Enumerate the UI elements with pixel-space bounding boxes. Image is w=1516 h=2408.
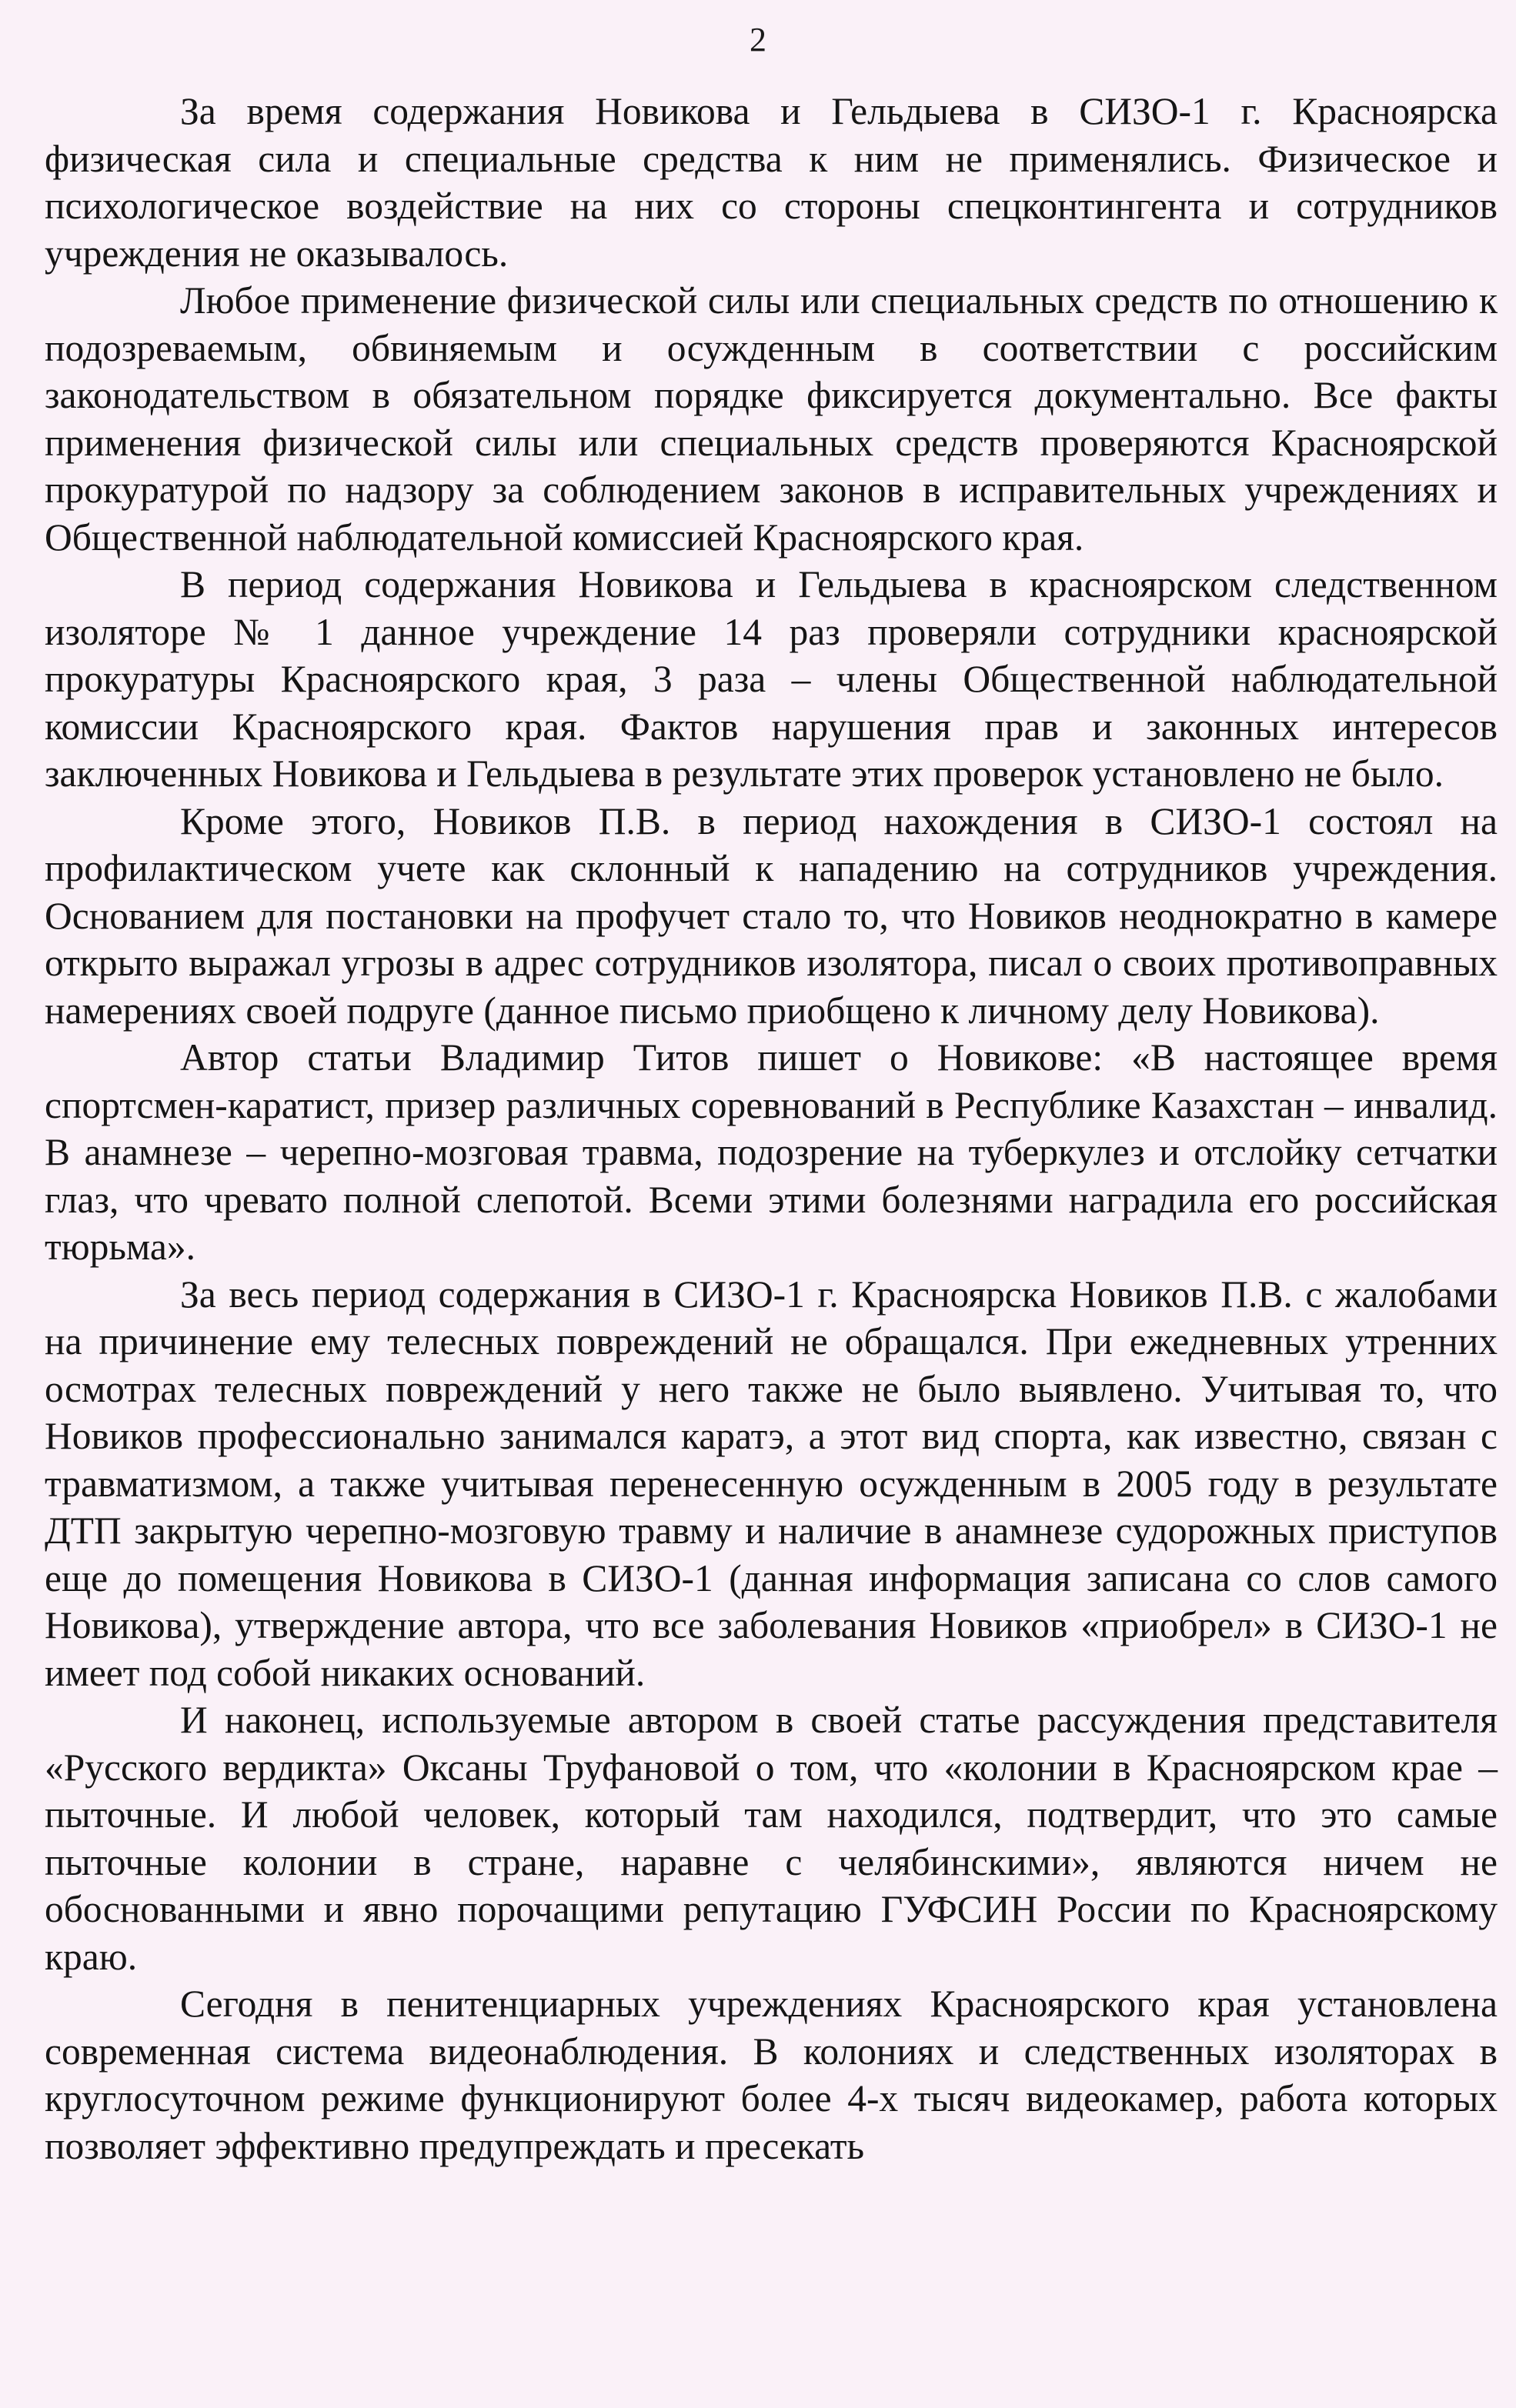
page-number: 2: [750, 21, 766, 58]
paragraph: Кроме этого, Новиков П.В. в период нахождения в СИЗО-1 состоял на профилактическом учете как склонный к нападению на сотрудников учреждения. Основанием для постановки на профучет стало то, что Новиков неоднократно в камере открыто выражал угрозы в адрес сотрудников изолятора, писал о своих противоправных намерениях своей подруге (данное письмо приобщено к личному делу Новикова).: [45, 799, 1498, 1032]
paragraph: И наконец, используемые автором в своей статье рассуждения представителя «Русского вердикта» Оксаны Труфановой о том, что «колонии в Красноярском крае – пыточные. И любой человек, который там находился, подтвердит, что это самые пыточные колонии в стране, наравне с челябинскими», являются ничем не обоснованными и явно порочащими репутацию ГУФСИН России по Красноярскому краю.: [45, 1699, 1498, 1978]
paragraph: За время содержания Новикова и Гельдыева в СИЗО-1 г. Красноярска физическая сила и специальные средства к ним не применялись. Физическое и психологическое воздействие на них со стороны спецконтингента и сотрудников учреждения не оказывалось.: [45, 90, 1498, 275]
paragraph: В период содержания Новикова и Гельдыева в красноярском следственном изоляторе № 1 данное учреждение 14 раз проверяли сотрудники красноярской прокуратуры Красноярского края, 3 раза – члены Общественной наблюдательной комиссии Красноярского края. Фактов нарушения прав и законных интересов заключенных Новикова и Гельдыева в результате этих проверок установлено не было.: [45, 563, 1498, 795]
paragraph: Любое применение физической силы или специальных средств по отношению к подозреваемым, обвиняемым и осужденным в соответствии с российским законодательством в обязательном порядке фиксируется документально. Все факты применения физической силы или специальных средств проверяются Красноярской прокуратурой по надзору за соблюдением законов в исправительных учреждениях и Общественной наблюдательной комиссией Красноярского края.: [45, 279, 1498, 559]
paragraph: За весь период содержания в СИЗО-1 г. Красноярска Новиков П.В. с жалобами на причинение ему телесных повреждений не обращался. При ежедневных утренних осмотрах телесных повреждений у него также не было выявлено. Учитывая то, что Новиков профессионально занимался каратэ, а этот вид спорта, как известно, связан с травматизмом, а также учитывая перенесенную осужденным в 2005 году в результате ДТП закрытую черепно-мозговую травму и наличие в анамнезе судорожных приступов еще до помещения Новикова в СИЗО-1 (данная информация записана со слов самого Новикова), утверждение автора, что все заболевания Новиков «приобрел» в СИЗО-1 не имеет под собой никаких оснований.: [45, 1272, 1498, 1694]
document-body: [45, 88, 1498, 2170]
paragraph: Сегодня в пенитенциарных учреждениях Красноярского края установлена современная система видеонаблюдения. В колониях и следственных изоляторах в круглосуточном режиме функционируют более 4-х тысяч видеокамер, работа которых позволяет эффективно предупреждать и пресекать: [45, 1983, 1498, 2167]
paragraph: Автор статьи Владимир Титов пишет о Новикове: «В настоящее время спортсмен-каратист, призер различных соревнований в Республике Казахстан – инвалид. В анамнезе – черепно-мозговая травма, подозрение на туберкулез и отслойку сетчатки глаз, что чревато полной слепотой. Всеми этими болезнями наградила его российская тюрьма».: [45, 1036, 1498, 1268]
